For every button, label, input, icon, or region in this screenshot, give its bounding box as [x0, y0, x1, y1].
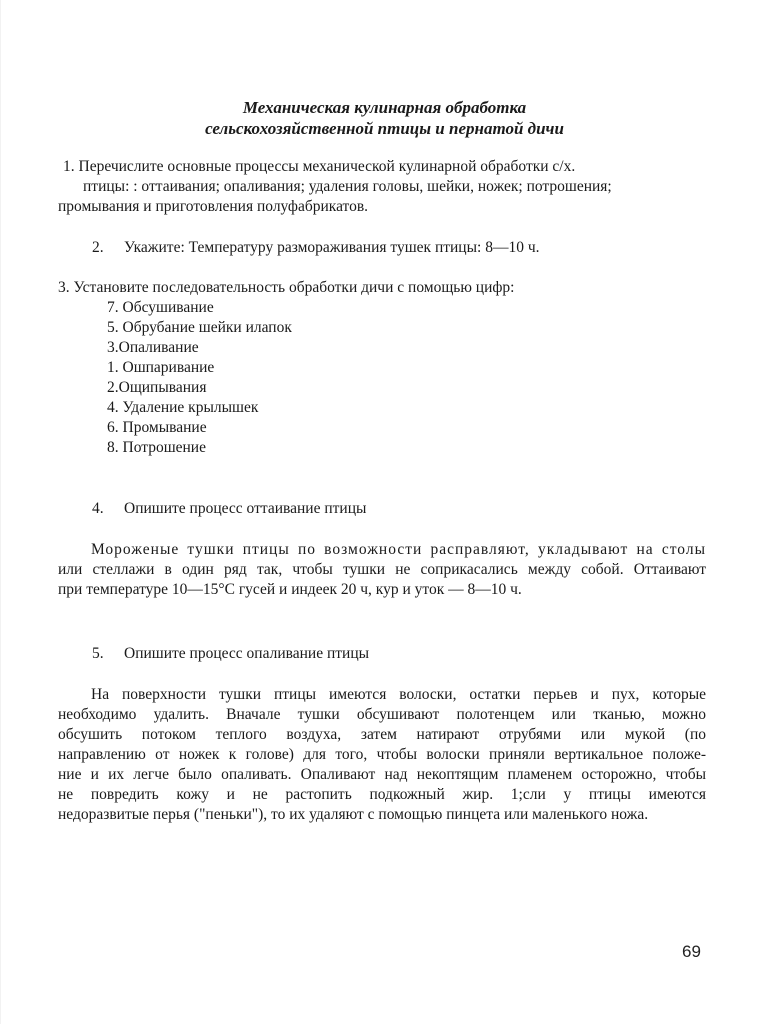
question-5-number: 5.: [92, 645, 104, 662]
sequence-item: 5. Обрубание шейки илапок: [107, 319, 292, 336]
answer-5-line: не повредить кожу и не растопить подкожный жир. 1;сли у птицы имеются: [58, 786, 706, 803]
page-number: 69: [682, 942, 701, 961]
sequence-item: 1. Ошпаривание: [107, 359, 215, 376]
question-2-text: Укажите: Температуру размораживания тушек птицы: 8—10 ч.: [124, 239, 540, 256]
sequence-item: 4. Удаление крылышек: [107, 399, 259, 416]
answer-4-line: Мороженые тушки птицы по возможности расправляют, укладывают на столы: [91, 541, 706, 558]
sequence-item: 3.Опаливание: [107, 339, 199, 356]
question-1-line-1: 1. Перечислите основные процессы механической кулинарной обработки с/х.: [63, 158, 576, 175]
answer-4-line: или стеллажи в один ряд так, чтобы тушки не соприкасались между собой. Оттаивают: [58, 561, 706, 578]
sequence-item: 6. Промывание: [107, 419, 207, 436]
answer-5-line: направлению от ножек к голове) для того, чтобы волоски приняли вертикальное положе-: [58, 746, 706, 763]
question-5-text: Опишите процесс опаливание птицы: [124, 645, 370, 662]
question-1-line-3: промывания и приготовления полуфабрикатов.: [58, 198, 369, 215]
question-1-line-2: птицы: : оттаивания; опаливания; удаления головы, шейки, ножек; потрошения;: [83, 178, 612, 195]
answer-5-line: обсушить потоком теплого воздуха, затем натирают отрубями или мукой (по: [58, 726, 706, 743]
title-line-1: Механическая кулинарная обработка: [242, 98, 527, 117]
sequence-item: 8. Потрошение: [107, 439, 206, 456]
question-3-text: 3. Установите последовательность обработки дичи с помощью цифр:: [58, 279, 515, 296]
sequence-item: 2.Ощипывания: [107, 379, 207, 396]
answer-5-line: ние и их легче было опаливать. Опаливают над некоптящим пламенем осторожно, чтобы: [58, 766, 706, 783]
answer-5-line: недоразвитые перья ("пеньки"), то их удаляют с помощью пинцета или маленького ножа.: [58, 806, 649, 823]
question-4-number: 4.: [92, 500, 104, 517]
answer-4-line: при температуре 10—15°С гусей и индеек 20 ч, кур и уток — 8—10 ч.: [58, 581, 522, 598]
title-line-2: сельскохозяйственной птицы и пернатой дичи: [205, 119, 564, 138]
answer-5-line: необходимо удалить. Вначале тушки обсушивают полотенцем или тканью, можно: [58, 706, 706, 723]
answer-5-line: На поверхности тушки птицы имеются волоски, остатки перьев и пух, которые: [91, 686, 706, 703]
question-2-number: 2.: [92, 239, 104, 256]
sequence-item: 7. Обсушивание: [107, 299, 214, 316]
question-4-text: Опишите процесс оттаивание птицы: [124, 500, 367, 517]
